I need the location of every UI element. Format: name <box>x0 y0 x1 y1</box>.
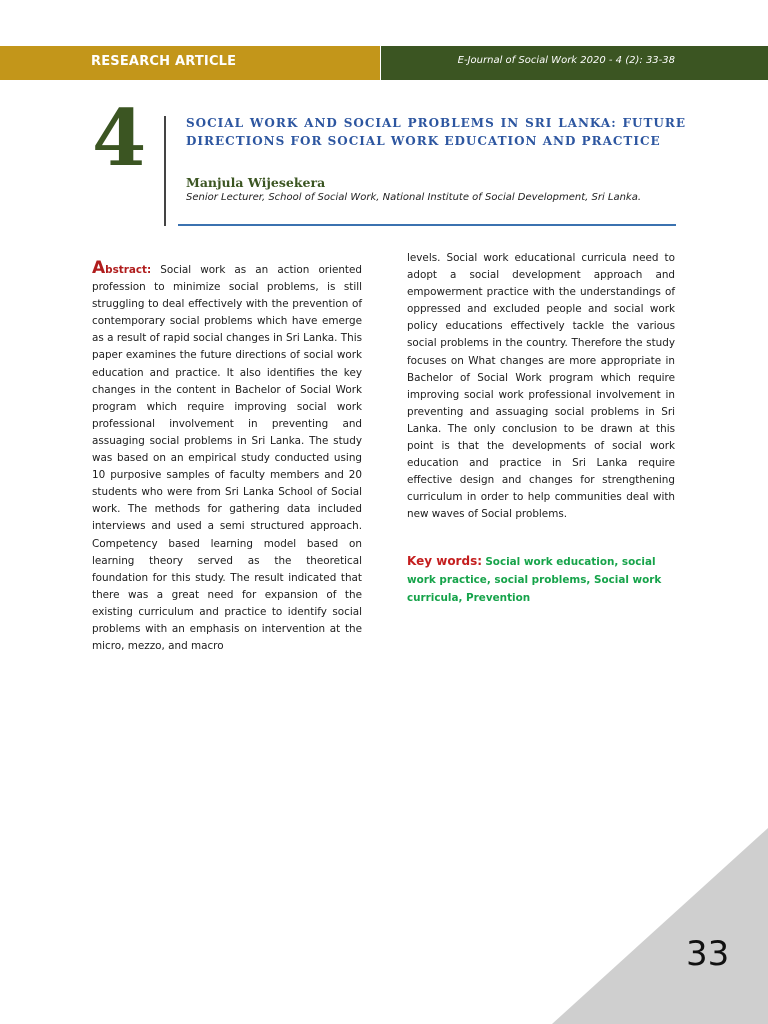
keywords-text: Social work education, social work practice, social problems, Social work curricula, Prevention <box>407 556 662 604</box>
author-affiliation: Senior Lecturer, School of Social Work, National Institute of Social Development, Sri Lanka. <box>186 192 642 203</box>
article-number: 4 <box>92 93 147 184</box>
journal-reference: E-Journal of Social Work 2020 - 4 (2): 33-38 <box>457 55 675 66</box>
keywords-label: Key words: <box>407 554 483 568</box>
article-title: SOCIAL WORK AND SOCIAL PROBLEMS IN SRI LANKA: FUTURE DIRECTIONS FOR SOCIAL WORK EDUCATION AND PRACTICE <box>186 116 686 148</box>
corner-triangle-shape <box>552 828 768 1024</box>
abstract-label-initial: A <box>92 258 106 278</box>
abstract-label-rest: bstract: <box>105 264 152 276</box>
abstract-text-right: levels. Social work educational curricula need to adopt a social development approach and empowerment practice with the understandings of oppressed and excluded people and social work policy educations effectively tackle the various social problems in the country. Therefore the study focuses on What changes are more appropriate in Bachelor of Social Work program which require improving social work professional involvement in preventing and assuaging social problems in Sri Lanka. The only conclusion to be drawn at this point is that the developments of social work education and practice in Sri Lanka require effective design and changes for strengthening curriculum in order to help communities deal with new waves of Social problems. <box>407 252 675 521</box>
section-label: RESEARCH ARTICLE <box>91 54 237 69</box>
author-name: Manjula Wijesekera <box>186 175 326 190</box>
abstract-text-left: Social work as an action oriented profession to minimize social problems, is still struggling to deal effectively with the prevention of contemporary social problems which have emerge as a result of rapid social changes in Sri Lanka. This paper examines the future directions of social work education and practice. It also identifies the key changes in the content in Bachelor of Social Work program which require improving social work professional involvement in preventing and assuaging social problems in Sri Lanka. The study was based on an empirical study conducted using 10 purposive samples of faculty members and 20 students who were from Sri Lanka School of Social work. The methods for gathering data included interviews and used a semi structured approach. Competency based learning model based on learning theory served as the theoretical foundation for this study. The result indicated that there was a great need for expansion of the existing curriculum and practice to identify social problems with an emphasis on intervention at the micro, mezzo, and macro <box>92 264 362 653</box>
page-number: 33 <box>686 934 730 974</box>
